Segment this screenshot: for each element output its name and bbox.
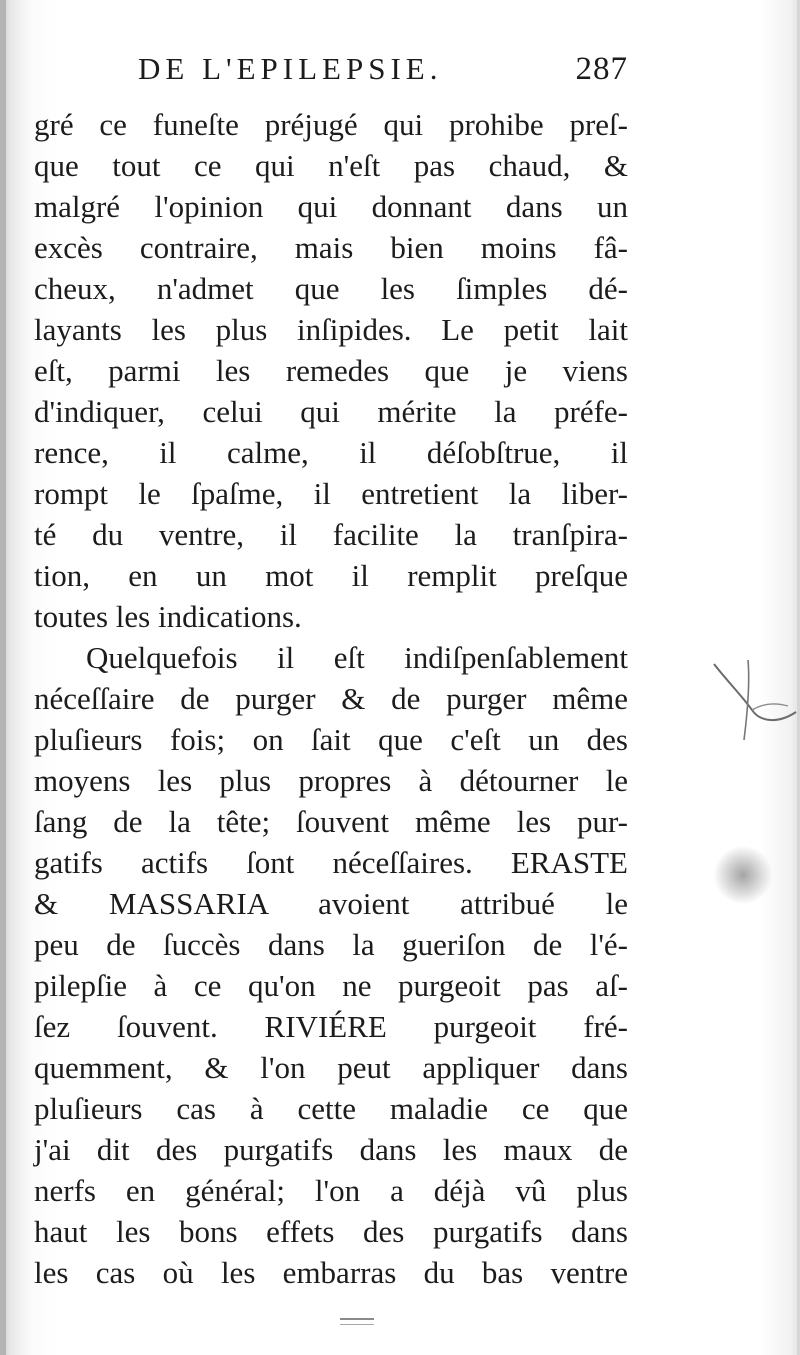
margin-pen-mark <box>708 652 800 752</box>
running-head-title: DE L'EPILEPSIE. <box>138 51 443 86</box>
text-line: pluſieurs cas à cette maladie ce que <box>34 1091 628 1126</box>
text-line: pilepſie à ce qu'on ne purgeoit pas aſ- <box>34 968 628 1003</box>
paragraph <box>34 637 628 1293</box>
body-text <box>34 104 628 1293</box>
text-line: néceſſaire de purger & de purger même <box>34 681 628 716</box>
text-line: haut les bons effets des purgatifs dans <box>34 1214 628 1249</box>
text-line: Quelquefois il eſt indiſpenſablement <box>86 640 628 675</box>
text-line: gré ce funeſte préjugé qui prohibe preſ- <box>34 107 628 142</box>
text-line: ſez ſouvent. RIVIÉRE purgeoit fré- <box>34 1009 628 1044</box>
text-line: tion, en un mot il remplit preſque <box>34 558 628 593</box>
text-line: eſt, parmi les remedes que je viens <box>34 353 628 388</box>
ink-smudge <box>714 846 772 904</box>
bottom-page-mark <box>340 1318 374 1325</box>
text-line: les cas où les embarras du bas ventre <box>34 1255 628 1290</box>
text-line: d'indiquer, celui qui mérite la préfe- <box>34 394 628 429</box>
text-line: excès contraire, mais bien moins fâ- <box>34 230 628 265</box>
text-line: ſang de la tête; ſouvent même les pur- <box>34 804 628 839</box>
text-line: quemment, & l'on peut appliquer dans <box>34 1050 628 1085</box>
text-line: té du ventre, il facilite la tranſpira- <box>34 517 628 552</box>
text-line: cheux, n'admet que les ſimples dé- <box>34 271 628 306</box>
text-line: toutes les indications. <box>34 599 302 634</box>
text-line: & MASSARIA avoient attribué le <box>34 886 628 921</box>
paragraph <box>34 104 628 637</box>
text-line: gatifs actifs ſont néceſſaires. ERASTE <box>34 845 628 880</box>
text-line: que tout ce qui n'eſt pas chaud, & <box>34 148 628 183</box>
text-line: layants les plus inſipides. Le petit lait <box>34 312 628 347</box>
page-number: 287 <box>575 51 628 87</box>
running-head <box>138 44 628 94</box>
text-line: pluſieurs fois; on ſait que c'eſt un des <box>34 722 628 757</box>
text-line: peu de ſuccès dans la gueriſon de l'é- <box>34 927 628 962</box>
text-line: rence, il calme, il déſobſtrue, il <box>34 435 628 470</box>
text-line: nerfs en général; l'on a déjà vû plus <box>34 1173 628 1208</box>
text-line: rompt le ſpaſme, il entretient la liber- <box>34 476 628 511</box>
text-line: j'ai dit des purgatifs dans les maux de <box>34 1132 628 1167</box>
text-line: moyens les plus propres à détourner le <box>34 763 628 798</box>
page-left-edge <box>0 0 6 1355</box>
text-line: malgré l'opinion qui donnant dans un <box>34 189 628 224</box>
